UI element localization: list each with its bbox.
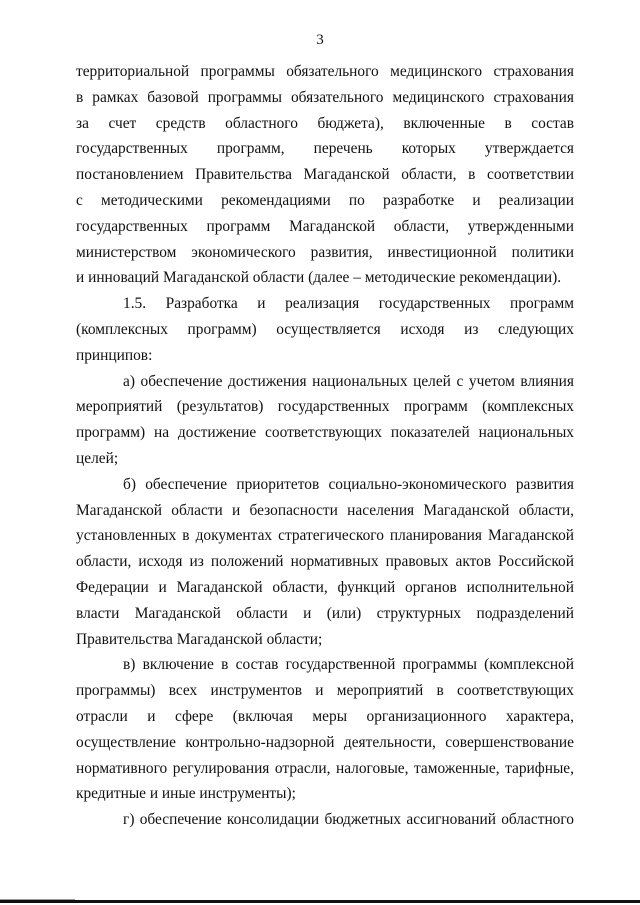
paragraph xyxy=(76,291,574,368)
text-line: г) обеспечение консолидации бюджетных ассигнований областного xyxy=(123,811,574,829)
text-line: государственных программ Магаданской области, утвержденными xyxy=(76,217,574,235)
paragraph xyxy=(76,369,574,472)
text-line: Правительства Магаданской области; xyxy=(76,630,323,648)
text-line: постановлением Правительства Магаданской области, в соответствии xyxy=(76,166,574,184)
text-line: и инноваций Магаданской области (далее – методические рекомендации). xyxy=(76,269,562,287)
text-line: с методическими рекомендациями по разработке и реализации xyxy=(76,191,574,209)
text-line: мероприятий (результатов) государственных программ (комплексных xyxy=(76,398,574,416)
text-line: б) обеспечение приоритетов социально-экономического развития xyxy=(123,475,574,493)
text-line: министерством экономического развития, инвестиционной политики xyxy=(76,243,574,261)
text-line: власти Магаданской области и (или) структурных подразделений xyxy=(76,604,574,622)
document-body xyxy=(76,59,574,833)
text-line: осуществление контрольно-надзорной деятельности, совершенствование xyxy=(76,733,574,751)
text-line: (комплексных программ) осуществляется исходя из следующих xyxy=(76,320,574,338)
text-line: Магаданской области и безопасности населения Магаданской области, xyxy=(76,501,574,519)
text-line: установленных в документах стратегического планирования Магаданской xyxy=(76,527,574,545)
text-line: государственных программ, перечень которых утверждается xyxy=(76,140,574,158)
text-line: в рамках базовой программы обязательного медицинского страхования xyxy=(76,88,574,106)
text-line: за счет средств областного бюджета), включенные в состав xyxy=(76,114,574,132)
text-line: принципов: xyxy=(76,346,153,364)
text-line: нормативного регулирования отрасли, налоговые, таможенные, тарифные, xyxy=(76,759,574,777)
text-line: программы) всех инструментов и мероприятий в соответствующих xyxy=(76,682,574,700)
text-line: отрасли и сфере (включая меры организационного характера, xyxy=(76,707,574,725)
paragraph xyxy=(76,807,574,833)
text-line: 1.5. Разработка и реализация государственных программ xyxy=(123,295,574,313)
text-line: программ) на достижение соответствующих показателей национальных xyxy=(76,424,574,442)
text-line: а) обеспечение достижения национальных целей с учетом влияния xyxy=(123,372,574,390)
paragraph xyxy=(76,59,574,291)
text-line: целей; xyxy=(76,449,119,467)
text-line: Федерации и Магаданской области, функций органов исполнительной xyxy=(76,578,574,596)
page-bottom-border xyxy=(0,900,640,903)
text-line: области, исходя из положений нормативных правовых актов Российской xyxy=(76,553,574,571)
page-number: 3 xyxy=(316,32,324,48)
paragraph xyxy=(76,652,574,807)
text-line: кредитные и иные инструменты); xyxy=(76,785,296,803)
paragraph xyxy=(76,472,574,653)
text-line: территориальной программы обязательного медицинского страхования xyxy=(76,63,574,80)
text-line: в) включение в состав государственной программы (комплексной xyxy=(123,656,574,674)
